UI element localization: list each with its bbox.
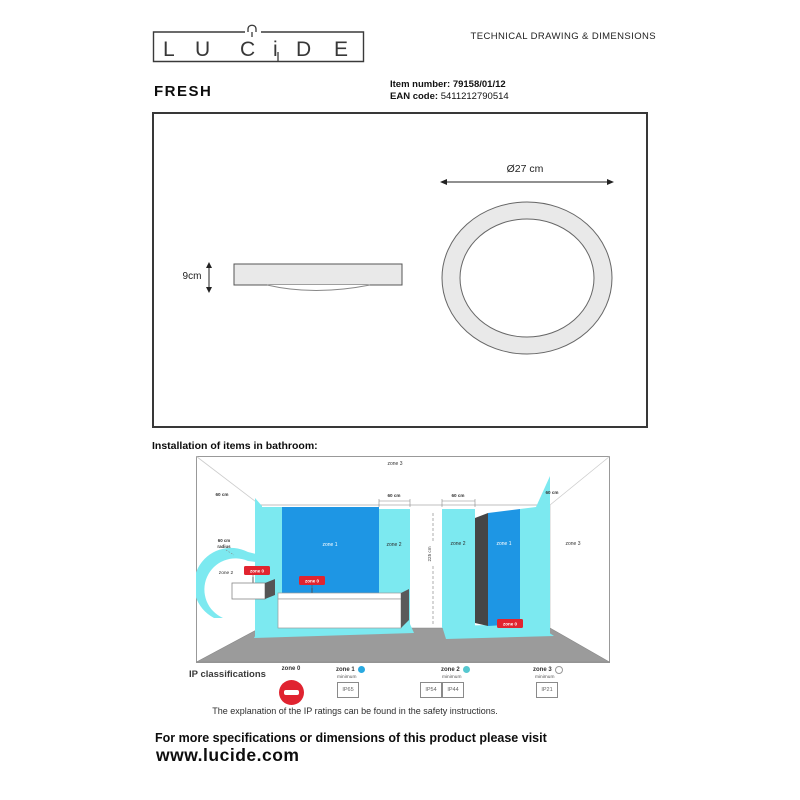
- logo-letter: D: [296, 38, 312, 61]
- diameter-dimension-label: Ø27 cm: [506, 163, 544, 175]
- arrowhead-down: [206, 287, 212, 293]
- ip-zone0-label: [272, 666, 310, 672]
- technical-drawing: [154, 114, 646, 426]
- bathtub-rim: [278, 593, 401, 599]
- ip-zone3-text: zone 3: [533, 667, 552, 673]
- website-link[interactable]: www.lucide.com: [156, 745, 300, 765]
- height-225cm-label: 225 cm: [427, 546, 432, 562]
- item-number-value: 79158/01/12: [452, 79, 506, 90]
- ip-zone2-minimum: minimum: [442, 675, 462, 680]
- bathtub-front: [278, 599, 401, 628]
- zone1-wall-tub: [282, 507, 379, 597]
- ip-zone2-label: [441, 666, 470, 673]
- dim-60cm-label: 60 cm: [451, 493, 465, 498]
- ip-rating-box: IP54: [420, 682, 442, 698]
- ip-zone3-minimum: minimum: [535, 675, 555, 680]
- shower-panel: [475, 513, 488, 626]
- ean-label: EAN code:: [390, 91, 439, 102]
- zone2-strip-left-of-shower: [442, 509, 475, 628]
- arrowhead-left: [440, 179, 447, 185]
- no-entry-icon: [279, 680, 304, 705]
- ip-note: The explanation of the IP ratings can be found in the safety instructions.: [212, 706, 498, 716]
- zone3-ceiling-label: zone 3: [387, 461, 403, 467]
- dim-60cm-label: 60 cm: [215, 492, 229, 497]
- ean-value: 5411212790514: [440, 91, 509, 102]
- logo-letter: U: [195, 38, 211, 61]
- document-title: TECHNICAL DRAWING & DIMENSIONS: [470, 31, 656, 42]
- logo-frame: [154, 32, 364, 62]
- zone2-strip-right-of-shower: [520, 507, 536, 626]
- height-dimension-label: 9cm: [182, 271, 202, 282]
- technical-drawing-panel: [152, 112, 648, 428]
- logo-letter: C: [240, 38, 256, 61]
- zone1-label-tub: zone 1: [322, 542, 338, 548]
- ip-rating-box: IP21: [536, 682, 558, 698]
- ip-rating-box: IP65: [337, 682, 359, 698]
- logo-letter: i: [273, 38, 278, 61]
- ip-zone1-label: [336, 666, 365, 673]
- bathroom-section-heading: Installation of items in bathroom:: [152, 440, 318, 452]
- zone2-label-shower: zone 2: [450, 541, 466, 547]
- ip-classifications-heading: IP classifications: [189, 669, 266, 680]
- dim-60cm-label: 60 cm: [387, 493, 401, 498]
- zone0-badge-label: zone 0: [304, 578, 320, 584]
- radius-label-line2: radius: [217, 544, 231, 549]
- ip-rating-box: IP44: [442, 682, 464, 698]
- product-name: FRESH: [154, 83, 213, 100]
- zone0-badge-label: zone 0: [249, 568, 265, 574]
- logo-letter: L: [163, 38, 175, 61]
- ean-row: [390, 91, 509, 103]
- washbasin: [232, 583, 265, 599]
- item-number-label: Item number:: [390, 79, 451, 90]
- zone3-color-dot: [555, 666, 563, 674]
- ip-zone1-minimum: minimum: [337, 675, 357, 680]
- fixture-side-view: [234, 264, 402, 285]
- arrowhead-up: [206, 262, 212, 268]
- ip-zone2-text: zone 2: [441, 666, 460, 673]
- dim-60cm-label: 60 cm: [545, 490, 559, 495]
- zone2-label-tub: zone 2: [386, 542, 402, 548]
- zone1-wall-shower: [488, 509, 520, 626]
- zone1-label-shower: zone 1: [496, 541, 512, 547]
- footer-text: For more specifications or dimensions of this product please visit: [155, 731, 547, 745]
- ip-zone0-text: zone 0: [281, 666, 301, 672]
- bathroom-zones-diagram: [196, 456, 610, 663]
- zone3-label-wall: zone 3: [565, 541, 581, 547]
- no-entry-bar: [284, 690, 299, 695]
- zone1-color-dot: [358, 666, 365, 673]
- logo-cord-hook: [248, 25, 256, 32]
- arrowhead-right: [607, 179, 614, 185]
- radius-label-line1: 60 cm: [217, 538, 231, 543]
- zone2-label-basin: zone 2: [218, 571, 234, 576]
- fixture-lens-curve: [267, 285, 370, 291]
- logo-letter: E: [334, 38, 349, 61]
- fixture-ring-inner: [460, 219, 594, 337]
- ip-zone1-text: zone 1: [336, 666, 355, 673]
- zone0-badge-label: zone 0: [502, 621, 518, 627]
- item-number-row: [390, 79, 509, 91]
- zone2-color-dot: [463, 666, 470, 673]
- ip-zone3-label: [533, 666, 563, 674]
- product-identifiers: [390, 79, 509, 103]
- lucide-logo: [150, 20, 368, 72]
